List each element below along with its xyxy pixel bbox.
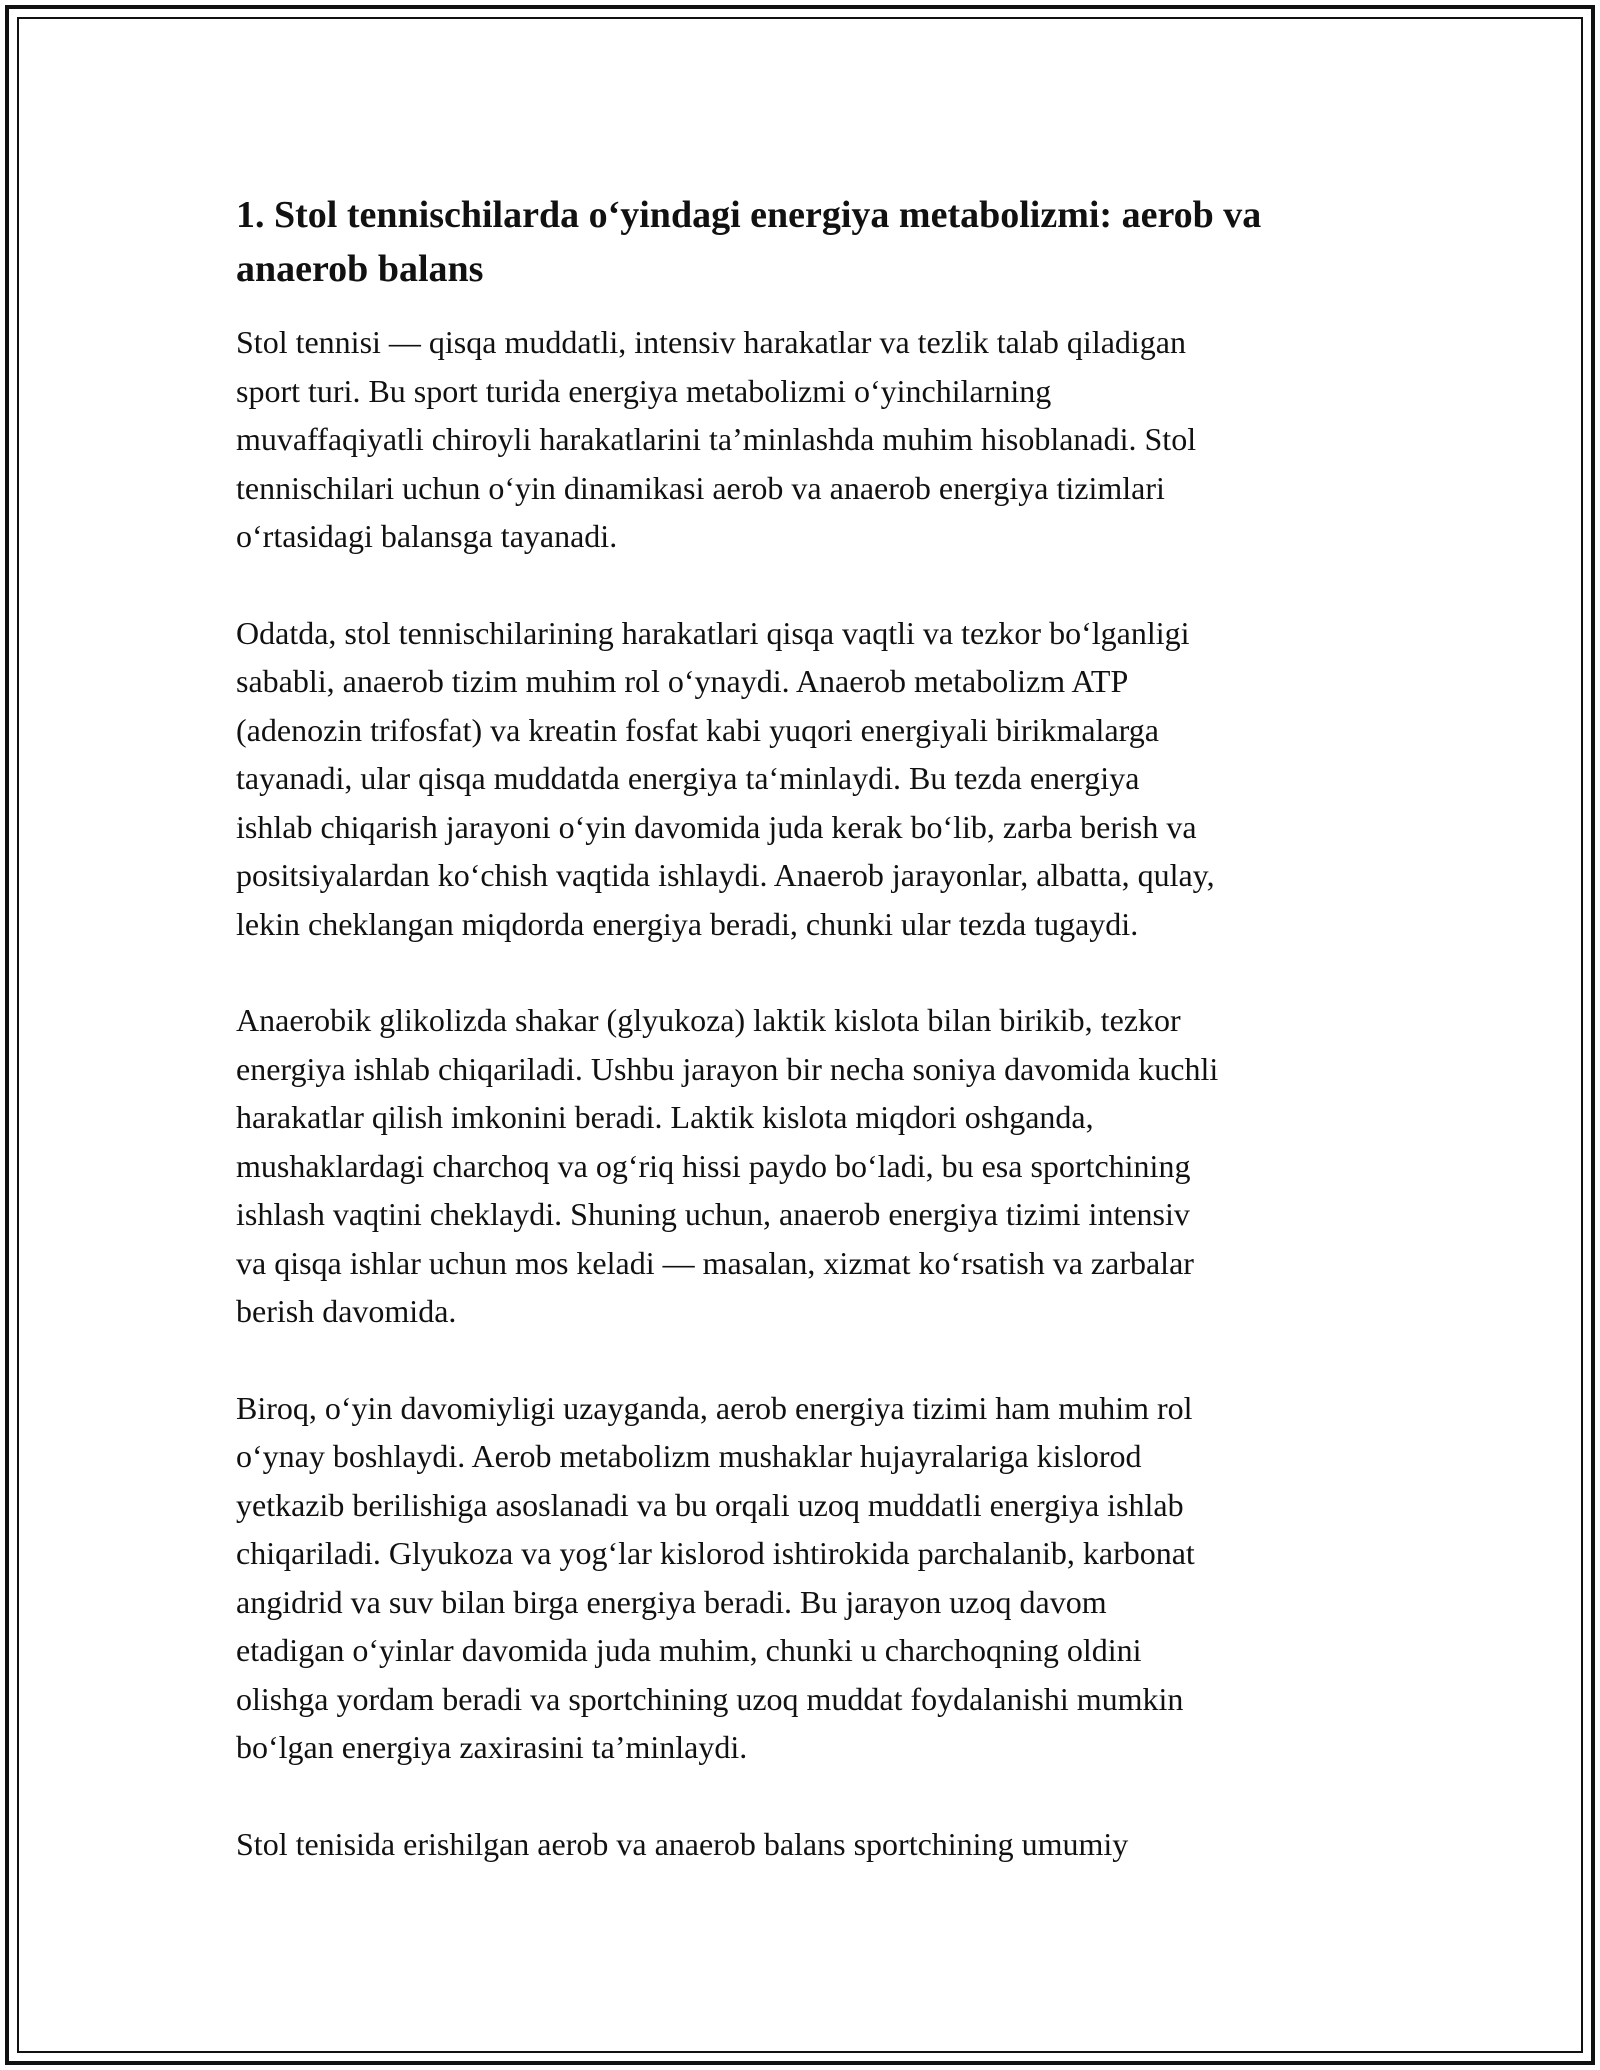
text-line: muvaffaqiyatli chiroyli harakatlarini ta’minlashda muhim hisoblanadi. Stol <box>236 421 1197 457</box>
section-heading <box>236 188 1366 296</box>
paragraph <box>236 609 1366 949</box>
paragraph <box>236 996 1366 1336</box>
text-line: o‘ynay boshlaydi. Aerob metabolizm mushaklar hujayralariga kislorod <box>236 1438 1142 1474</box>
text-line: sababli, anaerob tizim muhim rol o‘ynaydi. Anaerob metabolizm ATP <box>236 663 1129 699</box>
text-line: yetkazib berilishiga asoslanadi va bu orqali uzoq muddatli energiya ishlab <box>236 1486 1184 1523</box>
paragraph <box>236 318 1366 561</box>
text-line: mushaklardagi charchoq va og‘riq hissi paydo bo‘ladi, bu esa sportchining <box>236 1147 1191 1184</box>
paragraph <box>236 1384 1366 1772</box>
text-line: bo‘lgan energiya zaxirasini ta’minlaydi. <box>236 1729 748 1765</box>
text-line: ishlash vaqtini cheklaydi. Shuning uchun, anaerob energiya tizimi intensiv <box>236 1196 1190 1232</box>
text-line: tayanadi, ular qisqa muddatda energiya ta‘minlaydi. Bu tezda energiya <box>236 760 1140 796</box>
text-line: lekin cheklangan miqdorda energiya beradi, chunki ular tezda tugaydi. <box>236 905 1139 942</box>
text-line: berish davomida. <box>236 1293 457 1329</box>
heading-line: 1. Stol tennischilarda o‘yindagi energiya metabolizmi: aerob va <box>236 194 1262 236</box>
text-line: harakatlar qilish imkonini beradi. Laktik kislota miqdori oshganda, <box>236 1099 1094 1135</box>
document-body <box>236 188 1366 1916</box>
text-line: va qisqa ishlar uchun mos keladi — masalan, xizmat ko‘rsatish va zarbalar <box>236 1244 1194 1281</box>
text-line: ishlab chiqarish jarayoni o‘yin davomida juda kerak bo‘lib, zarba berish va <box>236 808 1197 845</box>
text-line: angidrid va suv bilan birga energiya beradi. Bu jarayon uzoq davom <box>236 1583 1107 1620</box>
paragraph <box>236 1820 1366 1869</box>
text-line: etadigan o‘yinlar davomida juda muhim, chunki u charchoqning oldini <box>236 1632 1142 1668</box>
text-line: chiqariladi. Glyukoza va yog‘lar kislorod ishtirokida parchalanib, karbonat <box>236 1535 1195 1571</box>
text-line: Stol tenisida erishilgan aerob va anaerob balans sportchining umumiy <box>236 1825 1129 1862</box>
text-line: Anaerobik glikolizda shakar (glyukoza) laktik kislota bilan birikib, tezkor <box>236 1002 1181 1038</box>
text-line: Odatda, stol tennischilarining harakatlari qisqa vaqtli va tezkor bo‘lganligi <box>236 614 1190 651</box>
text-line: sport turi. Bu sport turida energiya metabolizmi o‘yinchilarning <box>236 372 1052 409</box>
text-line: tennischilari uchun o‘yin dinamikasi aerob va anaerob energiya tizimlari <box>236 469 1165 506</box>
text-line: energiya ishlab chiqariladi. Ushbu jarayon bir necha soniya davomida kuchli <box>236 1050 1219 1087</box>
text-line: Stol tennisi — qisqa muddatli, intensiv harakatlar va tezlik talab qiladigan <box>236 324 1186 360</box>
text-line: o‘rtasidagi balansga tayanadi. <box>236 518 618 554</box>
text-line: (adenozin trifosfat) va kreatin fosfat kabi yuqori energiyali birikmalarga <box>236 711 1159 748</box>
heading-line: anaerob balans <box>236 248 484 290</box>
text-line: positsiyalardan ko‘chish vaqtida ishlaydi. Anaerob jarayonlar, albatta, qulay, <box>236 857 1215 893</box>
text-line: olishga yordam beradi va sportchining uzoq muddat foydalanishi mumkin <box>236 1680 1184 1717</box>
text-line: Biroq, o‘yin davomiyligi uzayganda, aerob energiya tizimi ham muhim rol <box>236 1389 1193 1426</box>
